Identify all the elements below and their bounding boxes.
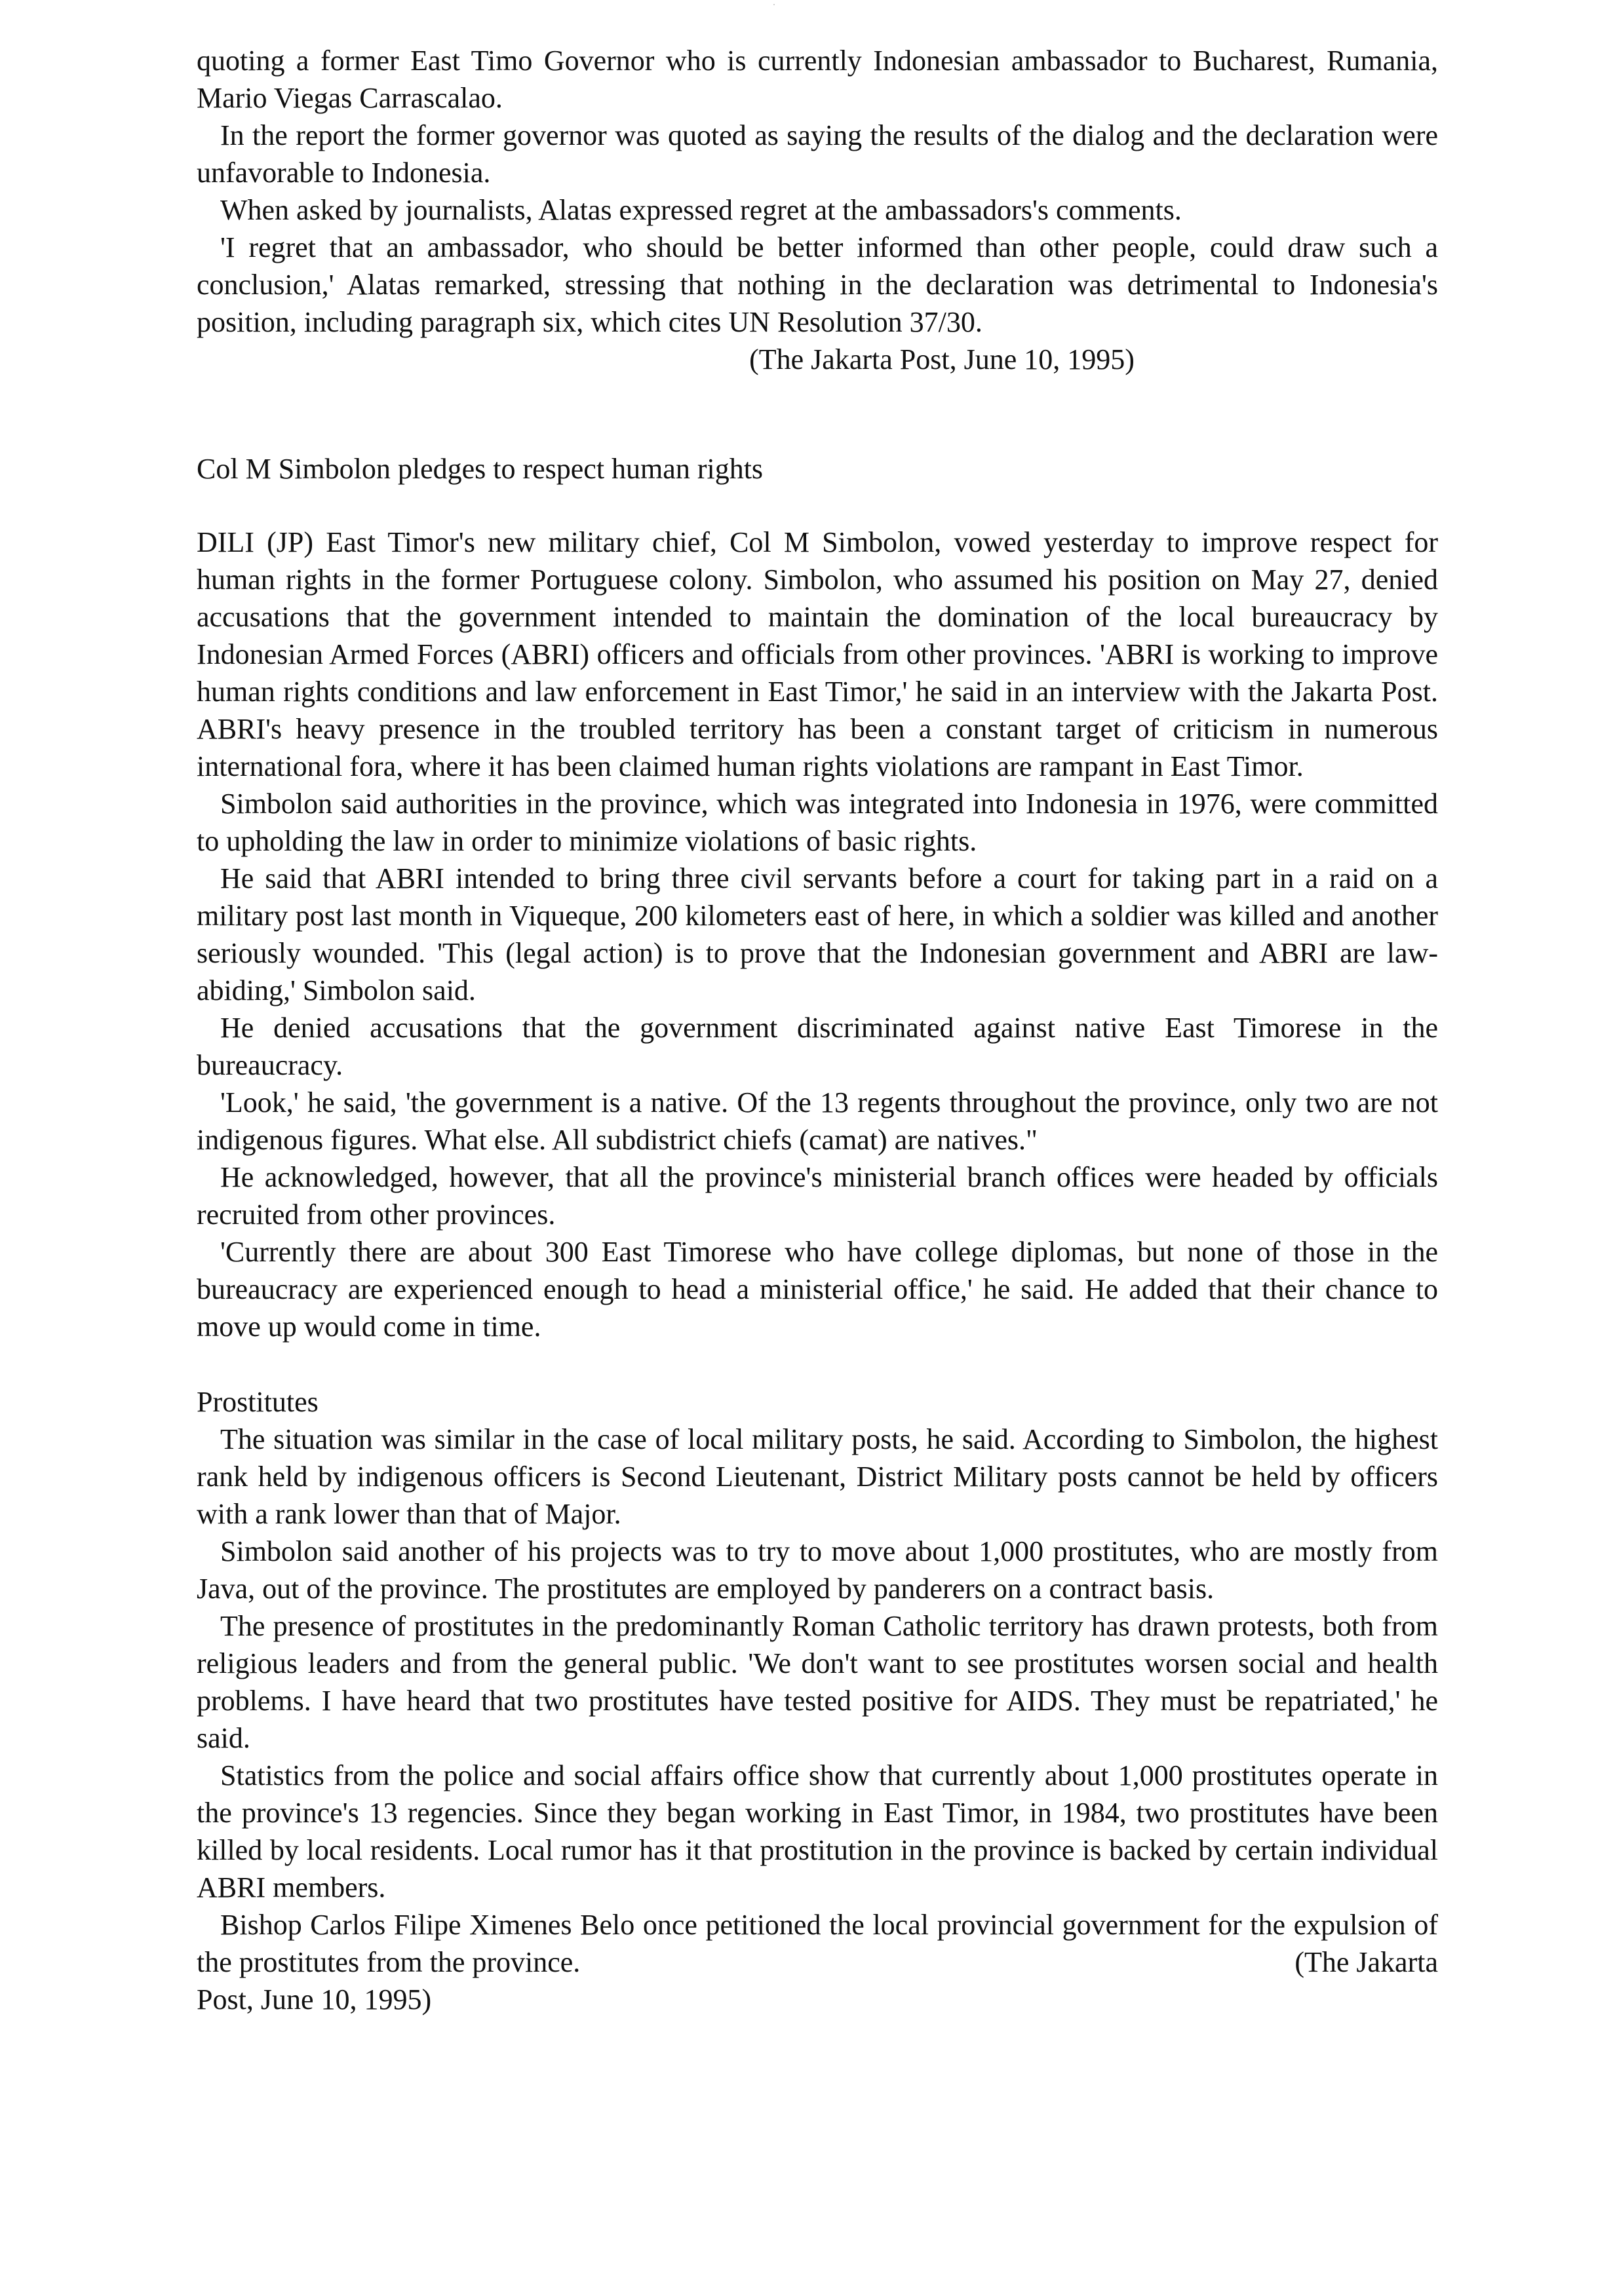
paragraph-authorities: Simbolon said authorities in the province, which was integrated into Indonesia in 1976, were committed to upholding the law in order to minimize violations of basic rights. — [197, 788, 1438, 857]
paragraph-asked: When asked by journalists, Alatas expressed regret at the ambassadors's comments. — [220, 194, 1182, 226]
document-page — [197, 42, 1438, 2018]
paragraph-acknowledged: He acknowledged, however, that all the province's ministerial branch offices were headed by officials recruited from other provinces. — [197, 1161, 1438, 1231]
source-citation: (The Jakarta Post, June 10, 1995) — [749, 343, 1135, 375]
scan-speck — [773, 4, 775, 5]
article-simbolon — [197, 450, 1438, 2018]
article-alatas-continued — [197, 42, 1438, 378]
paragraph-bishop — [197, 1906, 1438, 1981]
paragraph-civil-servants: He said that ABRI intended to bring three civil servants before a court for taking part in a raid on a military post last month in Viqueque, 200 kilometers east of here, in which a soldier was killed and another seriously wounded. 'This (legal action) is to prove that the Indonesian government and ABRI are law-abiding,' Simbolon said. — [197, 862, 1438, 1006]
source-citation-part2: Post, June 10, 1995) — [197, 1983, 432, 2016]
paragraph-dili: DILI (JP) East Timor's new military chief, Col M Simbolon, vowed yesterday to improve respect for human rights in the former Portuguese colony. Simbolon, who assumed his position on May 27, denied accusations that the government intended to maintain the domination of the local bureaucracy by Indonesian Armed Forces (ABRI) officers and officials from other provinces. 'ABRI is working to improve human rights conditions and law enforcement in East Timor,' he said in an interview with the Jakarta Post. ABRI's heavy presence in the troubled territory has been a constant target of criticism in numerous international fora, where it has been claimed human rights violations are rampant in East Timor. — [197, 526, 1438, 782]
paragraph-denied: He denied accusations that the government discriminated against native East Timorese in the bureaucracy. — [197, 1012, 1438, 1081]
source-citation-part1: (The Jakarta — [1294, 1946, 1438, 1978]
paragraph-presence: The presence of prostitutes in the predominantly Roman Catholic territory has drawn protests, both from religious leaders and from the general public. 'We don't want to see prostitutes worsen social and health problems. I have heard that two prostitutes have tested positive for AIDS. They must be repatriated,' he said. — [197, 1610, 1438, 1754]
section-subhead: Prostitutes — [197, 1386, 319, 1418]
paragraph-continued: quoting a former East Timo Governor who is currently Indonesian ambassador to Bucharest, Rumania, Mario Viegas Carrascalao. — [197, 45, 1438, 114]
paragraph-bishop-text: Bishop Carlos Filipe Ximenes Belo once petitioned the local provincial government for the expulsion of the prostitutes from the province. — [197, 1909, 1438, 1978]
paragraph-diplomas: 'Currently there are about 300 East Timorese who have college diplomas, but none of those in the bureaucracy are experienced enough to head a ministerial office,' he said. He added that their chance to move up would come in time. — [197, 1236, 1438, 1343]
paragraph-military-posts: The situation was similar in the case of local military posts, he said. According to Simbolon, the highest rank held by indigenous officers is Second Lieutenant, District Military posts cannot be held by officers with a rank lower than that of Major. — [197, 1423, 1438, 1530]
paragraph-quote: 'I regret that an ambassador, who should be better informed than other people, could draw such a conclusion,' Alatas remarked, stressing that nothing in the declaration was detrimental to Indonesia's position, including paragraph six, which cites UN Resolution 37/30. — [197, 231, 1438, 338]
paragraph-statistics: Statistics from the police and social affairs office show that currently about 1,000 prostitutes operate in the province's 13 regencies. Since they began working in East Timor, in 1984, two prostitutes have been killed by local residents. Local rumor has it that prostitution in the province is backed by certain individual ABRI members. — [197, 1759, 1438, 1904]
article-headline: Col M Simbolon pledges to respect human rights — [197, 453, 764, 485]
paragraph-report: In the report the former governor was quoted as saying the results of the dialog and the declaration were unfavorable to Indonesia. — [197, 119, 1438, 189]
paragraph-look: 'Look,' he said, 'the government is a native. Of the 13 regents throughout the province, only two are not indigenous figures. What else. All subdistrict chiefs (camat) are natives." — [197, 1086, 1438, 1156]
paragraph-projects: Simbolon said another of his projects was to try to move about 1,000 prostitutes, who are mostly from Java, out of the province. The prostitutes are employed by panderers on a contract basis. — [197, 1535, 1438, 1605]
